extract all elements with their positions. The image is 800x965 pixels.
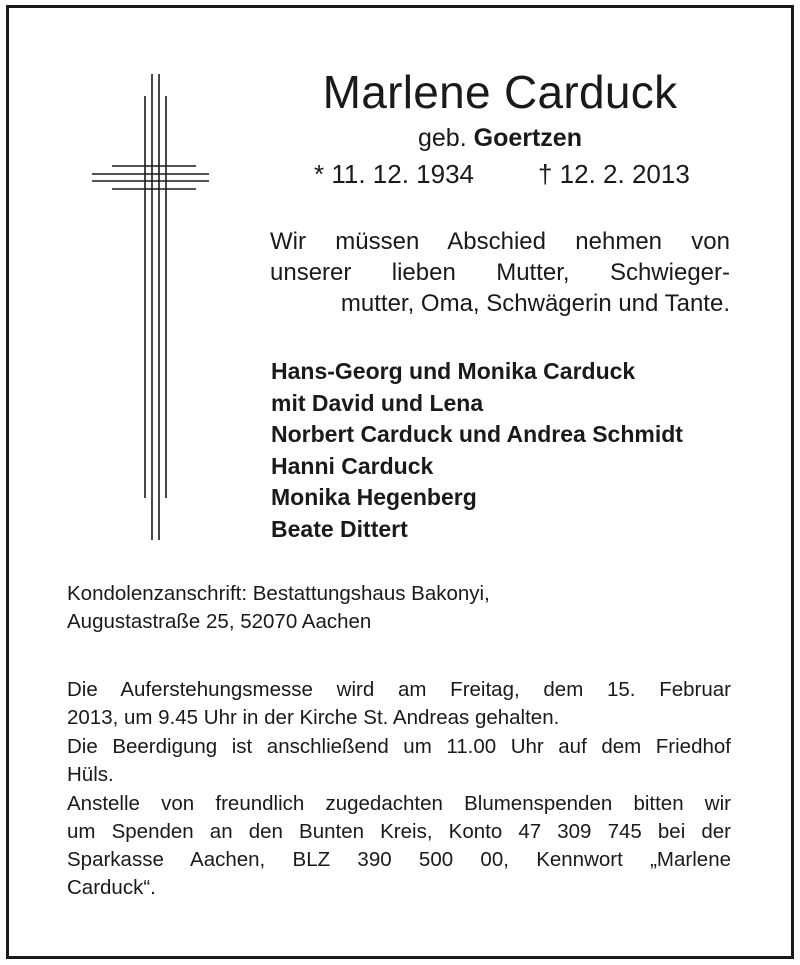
birth-name: Goertzen	[473, 124, 582, 152]
birth-name-prefix: geb.	[418, 124, 467, 152]
condolence-line: Kondolenzanschrift: Bestattungshaus Bakonyi,	[67, 582, 490, 605]
condolence-address	[67, 580, 490, 636]
family-member: Beate Dittert	[271, 515, 408, 542]
birth-date: * 11. 12. 1934	[314, 159, 474, 189]
family-member: mit David und Lena	[271, 389, 484, 416]
condolence-line: Augustastraße 25, 52070 Aachen	[67, 610, 372, 633]
family-member: Norbert Carduck und Andrea Schmidt	[271, 421, 683, 447]
family-list	[271, 356, 683, 545]
deceased-name: Marlene Carduck	[322, 66, 678, 118]
donation-paragraph	[67, 790, 731, 902]
mass-line: 2013, um 9.45 Uhr in der Kirche St. Andreas gehalten.	[67, 706, 560, 729]
family-member: Hanni Carduck	[271, 452, 434, 479]
donation-line: Sparkasse Aachen, BLZ 390 500 00, Kennwort „Marlene	[67, 848, 731, 871]
intro-line: mutter, Oma, Schwägerin und Tante.	[340, 290, 730, 317]
intro-text	[270, 226, 730, 319]
family-member: Monika Hegenberg	[271, 484, 477, 510]
donation-line: um Spenden an den Bunten Kreis, Konto 47 309 745 bei der	[67, 820, 731, 843]
birth-name-line	[300, 122, 700, 154]
burial-line: Die Beerdigung ist anschließend um 11.00 Uhr auf dem Friedhof	[67, 735, 731, 758]
donation-line: Carduck“.	[67, 876, 156, 899]
intro-line: unserer lieben Mutter, Schwieger-	[270, 259, 730, 286]
intro-line: Wir müssen Abschied nehmen von	[270, 228, 730, 255]
burial-line: Hüls.	[67, 763, 114, 786]
family-member: Hans-Georg und Monika Carduck	[271, 358, 636, 384]
burial-paragraph	[67, 733, 731, 789]
mass-line: Die Auferstehungsmesse wird am Freitag, dem 15. Februar	[67, 678, 731, 701]
mass-paragraph	[67, 676, 731, 732]
death-date: † 12. 2. 2013	[538, 159, 690, 189]
donation-line: Anstelle von freundlich zugedachten Blumenspenden bitten wir	[67, 792, 731, 815]
